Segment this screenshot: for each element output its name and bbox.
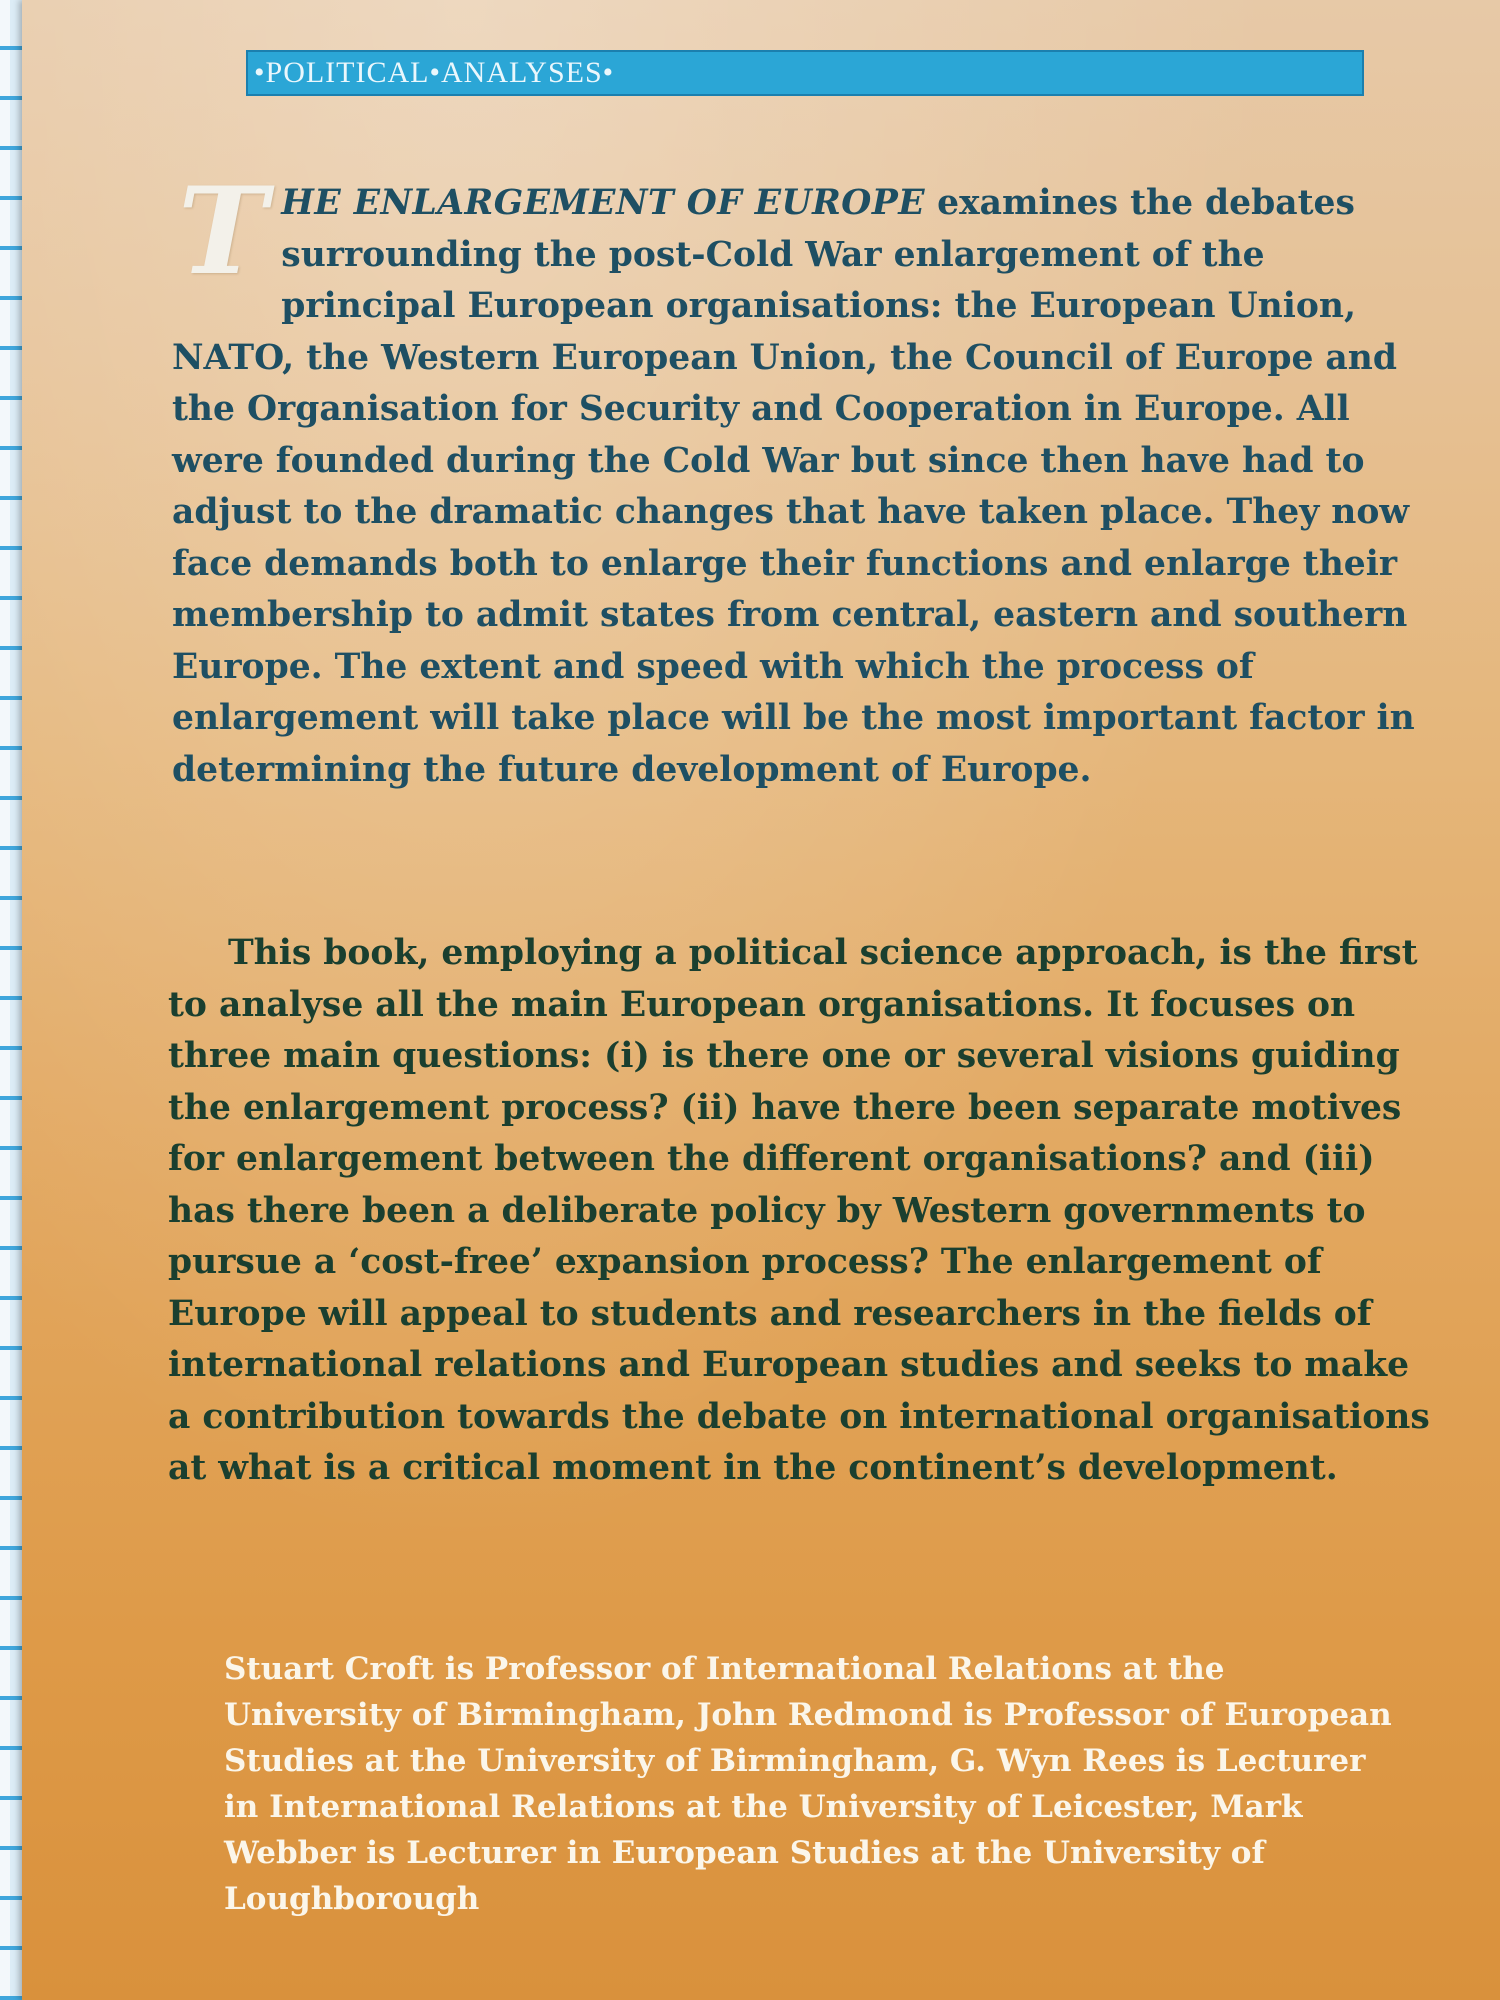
blurb-paragraph-1-text: examines the debates surrounding the post-Cold War enlargement of the principal European organisations: the European Union, NATO, the Western European Union, the Council of Europe and the Organisation for Security and Cooperation in Europe. All were founded during the Cold War but since then have had to adjust to the dramatic changes that have taken place. They now face demands both to enlarge their functions and enlarge their membership to admit states from central, eastern and southern Europe. The extent and speed with which the process of enlargement will take place will be the most important factor in determining the future development of Europe. [172,183,1415,790]
series-label: •POLITICAL•ANALYSES• [254,56,615,89]
blurb-paragraph-2: This book, employing a political science approach, is the first to analyse all the main European organisations. It focuses on three main questions: (i) is there one or several visions guiding the enlargement process? (ii) have there been separate motives for enlargement between the different organisations? and (iii) has there been a deliberate policy by Western governments to pursue a ‘cost-free’ expansion process? The enlargement of Europe will appeal to students and researchers in the fields of international relations and European studies and seeks to make a contribution towards the debate on international organisations at what is a critical moment in the continent’s development. [168,933,1430,1488]
author-bios: Stuart Croft is Professor of International Relations at the University of Birmingham, John Redmond is Professor of European Studies at the University of Birmingham, G. Wyn Rees is Lecturer in International Relations at the University of Leicester, Mark Webber is Lecturer in European Studies at the University of Loughborough [224,1651,1392,1917]
series-banner [246,50,1364,96]
book-title: HE ENLARGEMENT OF EUROPE [281,183,926,223]
drop-cap: T [178,161,268,302]
book-back-cover [22,0,1500,2000]
blurb-paragraph-1 [172,161,1432,796]
